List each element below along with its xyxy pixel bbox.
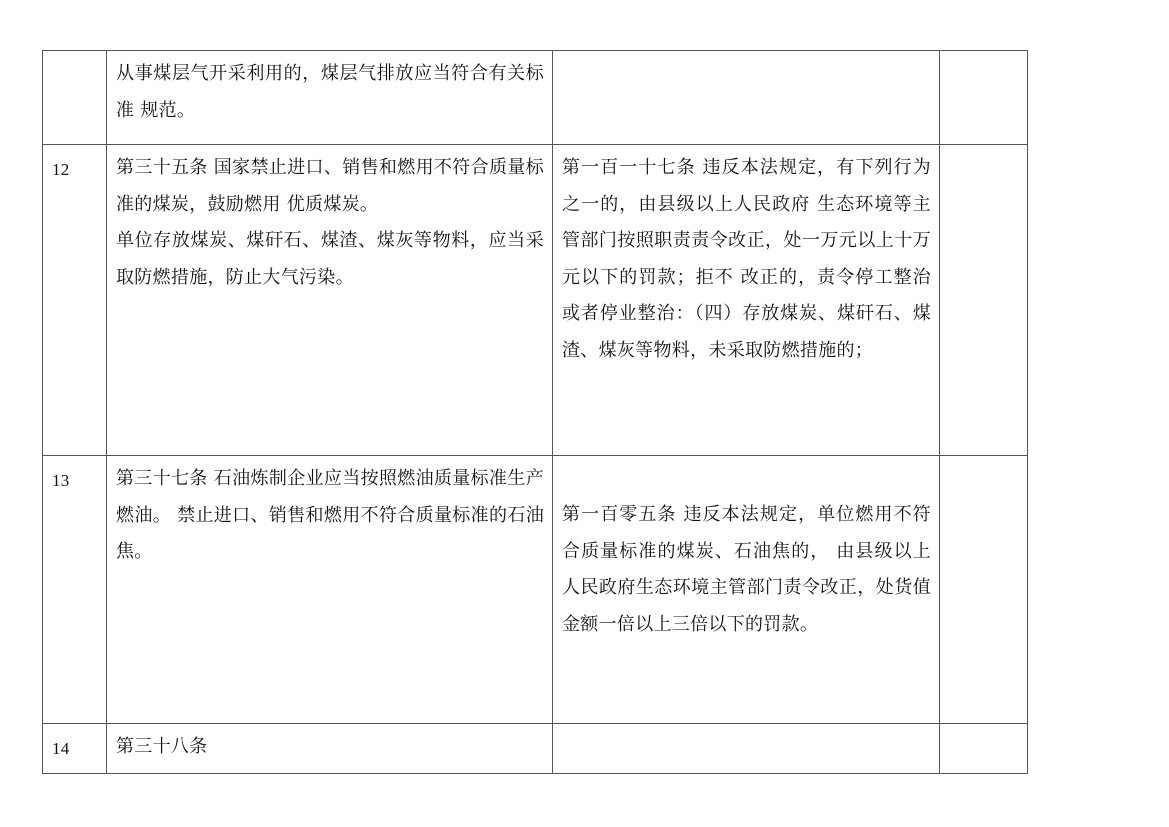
penalty-cell [553, 51, 940, 145]
row-number-cell: 14 [43, 724, 107, 774]
article-paragraph: 从事煤层气开采利用的，煤层气排放应当符合有关标准 规范。 [116, 63, 544, 121]
extra-cell [940, 456, 1028, 724]
article-cell [107, 724, 553, 774]
regulation-table [42, 50, 1028, 774]
article-paragraph: 第三十七条 石油炼制企业应当按照燃油质量标准生产燃油。 禁止进口、销售和燃用不符合质量标准的石油焦。 [116, 468, 544, 562]
penalty-text: 第一百零五条 违反本法规定，单位燃用不符合质量标准的煤炭、石油焦的， 由县级以上人民政府生态环境主管部门责令改正，处货值金额一倍以上三倍以下的罚款。 [562, 504, 931, 635]
penalty-cell [553, 456, 940, 724]
penalty-text: 第一百一十七条 违反本法规定，有下列行为之一的，由县级以上人民政府 生态环境等主管部门按照职责责令改正，处一万元以上十万元以下的罚款；拒不 改正的，责令停工整治或者停业整治：（四）存放煤炭、煤矸石、煤渣、煤灰等物料，未采取防燃措施的； [562, 157, 931, 361]
article-cell [107, 51, 553, 145]
penalty-text [553, 724, 939, 729]
extra-cell [940, 51, 1028, 145]
article-cell [107, 145, 553, 456]
table-row [43, 51, 1028, 145]
article-paragraph: 单位存放煤炭、煤矸石、煤渣、煤灰等物料，应当采取防燃措施，防止大气污染。 [116, 230, 544, 288]
article-cell [107, 456, 553, 724]
row-number-cell: 12 [43, 145, 107, 456]
row-number-cell: 13 [43, 456, 107, 724]
table-row [43, 456, 1028, 724]
table-row [43, 145, 1028, 456]
extra-cell [940, 145, 1028, 456]
row-number-cell [43, 51, 107, 145]
extra-cell [940, 724, 1028, 774]
article-paragraph: 第三十八条 [116, 736, 208, 757]
penalty-cell [553, 724, 940, 774]
article-paragraph: 第三十五条 国家禁止进口、销售和燃用不符合质量标准的煤炭，鼓励燃用 优质煤炭。 [116, 157, 544, 215]
penalty-cell [553, 145, 940, 456]
table-row [43, 724, 1028, 774]
penalty-text [553, 51, 939, 56]
